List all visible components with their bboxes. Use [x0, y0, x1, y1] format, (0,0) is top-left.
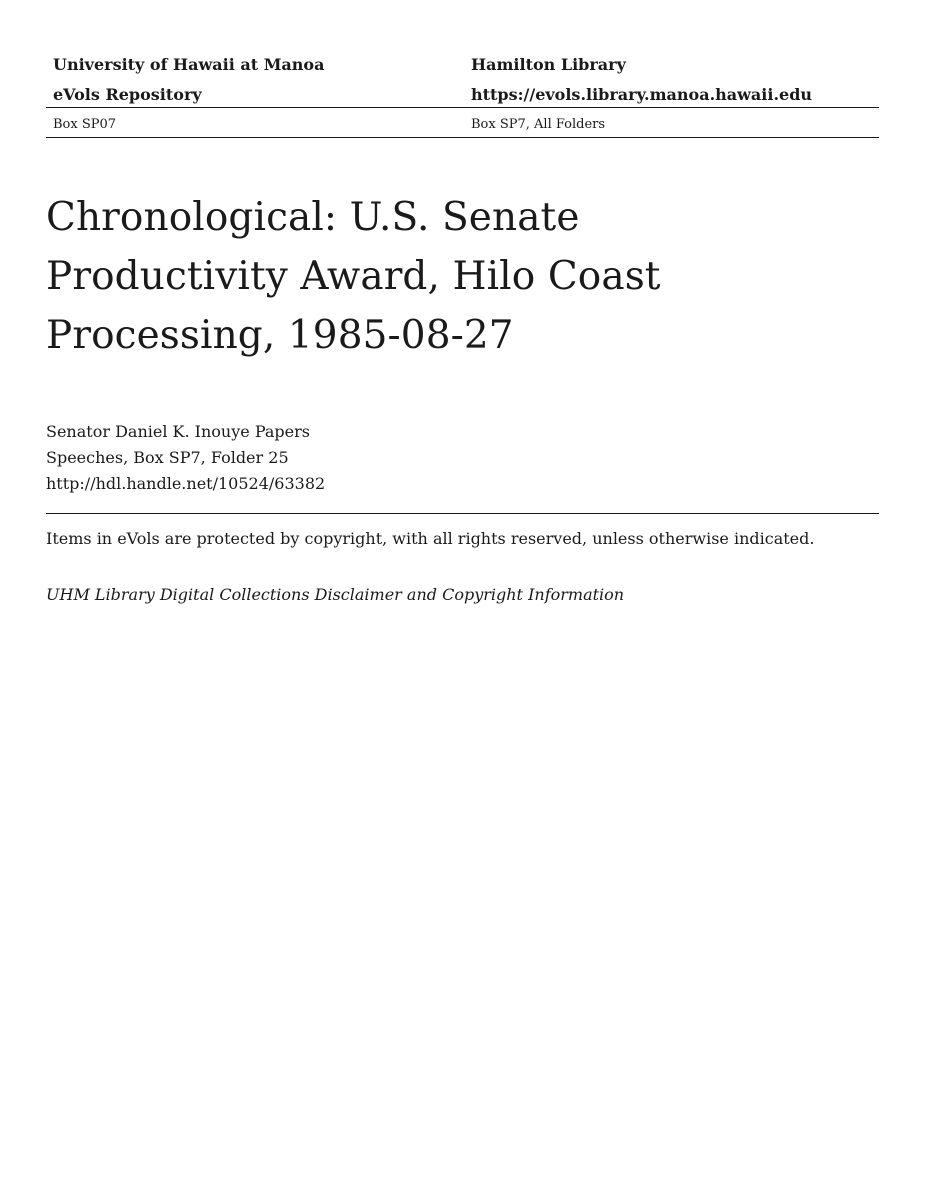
header-row-2: [46, 80, 879, 110]
item-location: Speeches, Box SP7, Folder 25: [46, 448, 289, 467]
header-divider-top: [46, 107, 879, 108]
copyright-notice: Items in eVols are protected by copyright, with all rights reserved, unless otherwise indicated.: [46, 529, 815, 548]
box-left-label: Box SP07: [53, 117, 117, 132]
title-line-3: Processing, 1985-08-27: [46, 313, 514, 358]
repository-url[interactable]: https://evols.library.manoa.hawaii.edu: [471, 85, 813, 104]
page-title: [46, 188, 746, 365]
library-name: Hamilton Library: [471, 55, 626, 74]
header-row-1: [46, 50, 879, 80]
repository-name: eVols Repository: [53, 85, 202, 104]
handle-link[interactable]: http://hdl.handle.net/10524/63382: [46, 474, 326, 493]
document-page: [46, 0, 879, 1200]
header-table: [46, 50, 879, 110]
header-divider-bottom: [46, 137, 879, 138]
disclaimer-link[interactable]: UHM Library Digital Collections Disclaimer and Copyright Information: [46, 585, 625, 604]
title-line-2: Productivity Award, Hilo Coast: [46, 254, 661, 299]
institution-name: University of Hawaii at Manoa: [53, 55, 325, 74]
collection-name: Senator Daniel K. Inouye Papers: [46, 422, 310, 441]
title-line-1: Chronological: U.S. Senate: [46, 195, 580, 240]
box-row: [46, 111, 879, 139]
box-right-label: Box SP7, All Folders: [471, 117, 606, 132]
content-divider: [46, 513, 879, 514]
item-metadata: [46, 419, 325, 497]
